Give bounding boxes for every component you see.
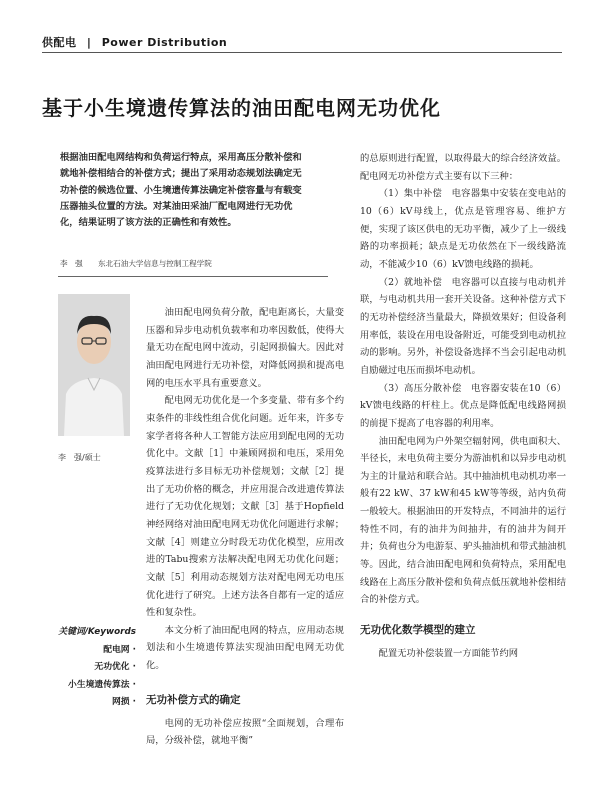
- right-column: [360, 150, 566, 663]
- keywords-block: [40, 624, 136, 712]
- header-rule: [42, 52, 562, 53]
- keywords-title: 关键词/Keywords: [58, 627, 136, 637]
- portrait-image: [58, 294, 130, 436]
- body-paragraph: 电网的无功补偿应按照“全面规划，合理布局，分级补偿，就地平衡”: [146, 717, 344, 747]
- body-paragraph: 配置无功补偿装置一方面能节约网: [378, 648, 519, 659]
- body-paragraph: 的总原则进行配置，以取得最大的综合经济效益。配电网无功补偿方式主要有以下三种：: [360, 153, 566, 182]
- middle-column: [146, 304, 344, 750]
- compensation-item: （2）就地补偿 电容器可以直接与电动机并联，与电动机共用一套开关设备。这种补偿方式下的无功补偿经济当量最大，降损效果好；但设备利用率低，装设在用电设备附近，可能受到电动机拉动的影响。另外，补偿设备选择不当会引起电动机自励磁过电压而损坏电动机。: [360, 276, 566, 376]
- header-separator: |: [86, 36, 92, 49]
- photo-caption: 李 强/硕士: [58, 453, 101, 462]
- body-paragraph: 本文分析了油田配电网的特点，应用动态规划法和小生境遗传算法实现油田配电网无功优化。: [146, 624, 344, 672]
- compensation-item: （1）集中补偿 电容器集中安装在变电站的10（6）kV母线上，优点是管理容易、维护方便，实现了该区供电的无功平衡，减少了上一级线路的功率损耗；缺点是无功依然在下一级线路流动，不能减少10（6）kV馈电线路的损耗。: [360, 188, 566, 270]
- abstract: 根据油田配电网结构和负荷运行特点，采用高压分散补偿和就地补偿相结合的补偿方式；提出了采用动态规划法确定无功补偿的候选位置、小生境遗传算法确定补偿容量与有载变压器抽头位置的方法。对某油田采油厂配电网进行无功优化，结果证明了该方法的正确性和有效性。: [60, 152, 302, 229]
- section-name-en: Power Distribution: [101, 36, 228, 49]
- body-paragraph: 配电网无功优化是一个多变量、带有多个约束条件的非线性组合优化问题。近年来，许多专家学者将各种人工智能方法应用到配电网的无功优化中。文献［1］中兼顾网损和电压，采用免疫算法进行多目标无功补偿规划；文献［2］提出了无功价格的概念，并应用混合改进遗传算法进行了无功优化规划；文献［3］基于Hopfield神经网络对油田配电网无功优化问题进行求解；文献［4］则建立分时段无功优化模型，应用改进的Tabu搜索方法解决配电网无功优化问题；文献［5］利用动态规划方法对配电网无功电压优化进行了研究。上述方法各自都有一定的适应性和复杂性。: [146, 395, 344, 619]
- section-heading: 无功补偿方式的确定: [146, 693, 241, 706]
- article-title: 基于小生境遗传算法的油田配电网无功优化: [42, 96, 441, 120]
- author-photo: [58, 294, 130, 436]
- section-heading: 无功优化数学模型的建立: [360, 624, 476, 637]
- keyword-item: 无功优化 ·: [94, 662, 136, 673]
- body-paragraph: 油田配电网为户外架空辐射网，供电面积大、半径长，末电负荷主要分为游油机和以异步电动机为主的计量站和联合站。其中抽油机电动机功率一般有22 kW、37 kW和45 kW等等级，站内负荷一般较大。根据油田的开发特点，不同油井的运行特性不同，有的油井为间抽井，有的油井为间开井；负荷也分为电游泵、驴头抽油机和带式抽油机等。因此，结合油田配电网和负荷特点，采用配电线路在上高压分散补偿和负荷点低压就地补偿相结合的补偿方式。: [360, 435, 566, 606]
- compensation-item: （3）高压分散补偿 电容器安装在10（6）kV馈电线路的杆柱上。优点是降低配电线路网损的前提下提高了电容器的利用率。: [360, 382, 566, 429]
- body-paragraph: 油田配电网负荷分散，配电距离长，大量变压器和异步电动机负载率和功率因数低，使得大量无功在配电网中流动，引起网损偏大。因此对油田配电网进行无功补偿，对降低网损和提高电网的电压水平具有重要意义。: [146, 307, 344, 389]
- page-header: [42, 34, 227, 50]
- section-name-cn: 供配电: [42, 36, 77, 49]
- keyword-item: 网损 ·: [112, 697, 136, 708]
- author-affiliation: 李 强 东北石油大学信息与控制工程学院: [60, 259, 212, 268]
- abstract-rule: [58, 276, 328, 277]
- keyword-item: 配电网 ·: [103, 644, 136, 655]
- keyword-item: 小生境遗传算法 ·: [68, 679, 136, 690]
